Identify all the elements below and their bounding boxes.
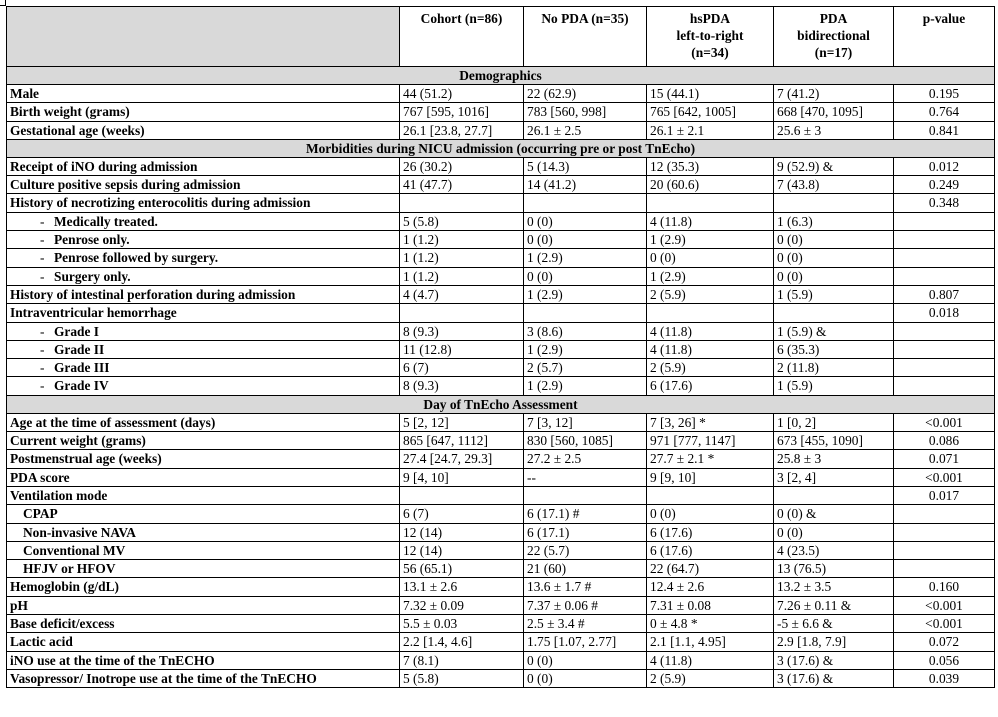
table-row bbox=[7, 541, 995, 559]
bullet-dash: - bbox=[40, 250, 45, 266]
value-cell: 4 (4.7) bbox=[400, 285, 524, 303]
header-pvalue: p-value bbox=[894, 7, 995, 67]
value-cell: 11 (12.8) bbox=[400, 340, 524, 358]
table-row bbox=[7, 578, 995, 596]
pvalue-cell: 0.195 bbox=[894, 85, 995, 103]
value-cell: 2 (5.7) bbox=[524, 359, 647, 377]
header-hspda-line1: hsPDA bbox=[689, 11, 731, 26]
value-cell: 5.5 ± 0.03 bbox=[400, 615, 524, 633]
value-cell: 22 (62.9) bbox=[524, 85, 647, 103]
value-cell: 7.32 ± 0.09 bbox=[400, 596, 524, 614]
value-cell: 783 [560, 998] bbox=[524, 103, 647, 121]
value-cell: 0 (0) bbox=[774, 523, 894, 541]
pvalue-cell: <0.001 bbox=[894, 468, 995, 486]
value-cell: 0 (0) bbox=[647, 249, 774, 267]
section-row bbox=[7, 139, 995, 157]
table-row bbox=[7, 194, 995, 212]
value-cell: 0 (0) bbox=[524, 231, 647, 249]
table-row bbox=[7, 322, 995, 340]
row-label: Birth weight (grams) bbox=[7, 103, 400, 121]
value-cell: 25.8 ± 3 bbox=[774, 450, 894, 468]
value-cell: 21 (60) bbox=[524, 560, 647, 578]
value-cell bbox=[774, 304, 894, 322]
section-title: Demographics bbox=[7, 67, 995, 85]
row-sublabel bbox=[7, 249, 400, 267]
value-cell: 765 [642, 1005] bbox=[647, 103, 774, 121]
value-cell: 3 (17.6) & bbox=[774, 651, 894, 669]
value-cell bbox=[774, 194, 894, 212]
row-sublabel bbox=[7, 212, 400, 230]
value-cell: 13.1 ± 2.6 bbox=[400, 578, 524, 596]
value-cell: 26.1 ± 2.5 bbox=[524, 121, 647, 139]
pvalue-cell bbox=[894, 541, 995, 559]
value-cell: 1 (6.3) bbox=[774, 212, 894, 230]
value-cell: 1 (1.2) bbox=[400, 267, 524, 285]
value-cell: 6 (35.3) bbox=[774, 340, 894, 358]
table-row bbox=[7, 377, 995, 395]
pvalue-cell: 0.348 bbox=[894, 194, 995, 212]
table-row bbox=[7, 505, 995, 523]
value-cell: 12 (35.3) bbox=[647, 157, 774, 175]
header-blank-cell bbox=[7, 7, 400, 67]
value-cell: 9 [4, 10] bbox=[400, 468, 524, 486]
value-cell: 13.6 ± 1.7 # bbox=[524, 578, 647, 596]
pvalue-cell: 0.072 bbox=[894, 633, 995, 651]
value-cell: 27.4 [24.7, 29.3] bbox=[400, 450, 524, 468]
value-cell: 1 (5.9) & bbox=[774, 322, 894, 340]
table-row bbox=[7, 651, 995, 669]
row-sublabel bbox=[7, 267, 400, 285]
value-cell: 12 (14) bbox=[400, 541, 524, 559]
row-sublabel: Conventional MV bbox=[7, 541, 400, 559]
row-label: Male bbox=[7, 85, 400, 103]
header-hspda-line2: left-to-right bbox=[676, 28, 744, 43]
value-cell: 0 (0) bbox=[774, 267, 894, 285]
value-cell: 6 (17.1) bbox=[524, 523, 647, 541]
row-label: PDA score bbox=[7, 468, 400, 486]
row-sublabel-text: Medically treated. bbox=[54, 213, 158, 229]
value-cell: 26 (30.2) bbox=[400, 157, 524, 175]
row-sublabel bbox=[7, 377, 400, 395]
value-cell: 2 (5.9) bbox=[647, 669, 774, 687]
value-cell: 0 (0) bbox=[524, 212, 647, 230]
value-cell: 4 (11.8) bbox=[647, 651, 774, 669]
row-label: Vasopressor/ Inotrope use at the time of the TnECHO bbox=[7, 669, 400, 687]
row-label: Postmenstrual age (weeks) bbox=[7, 450, 400, 468]
section-row bbox=[7, 395, 995, 413]
value-cell: 1 (5.9) bbox=[774, 377, 894, 395]
value-cell: 865 [647, 1112] bbox=[400, 432, 524, 450]
table-row bbox=[7, 285, 995, 303]
value-cell: 2 (11.8) bbox=[774, 359, 894, 377]
pvalue-cell bbox=[894, 249, 995, 267]
value-cell: 5 (5.8) bbox=[400, 212, 524, 230]
table-row bbox=[7, 468, 995, 486]
table-row bbox=[7, 669, 995, 687]
value-cell: 0 (0) & bbox=[774, 505, 894, 523]
bullet-dash: - bbox=[40, 341, 45, 357]
row-label: pH bbox=[7, 596, 400, 614]
table-row bbox=[7, 615, 995, 633]
value-cell: 7.26 ± 0.11 & bbox=[774, 596, 894, 614]
pvalue-cell bbox=[894, 212, 995, 230]
value-cell: 0 (0) bbox=[524, 267, 647, 285]
table-row bbox=[7, 432, 995, 450]
value-cell: 673 [455, 1090] bbox=[774, 432, 894, 450]
pvalue-cell bbox=[894, 359, 995, 377]
value-cell: 0 (0) bbox=[647, 505, 774, 523]
row-label: Intraventricular hemorrhage bbox=[7, 304, 400, 322]
value-cell: 3 (17.6) & bbox=[774, 669, 894, 687]
value-cell: 1.75 [1.07, 2.77] bbox=[524, 633, 647, 651]
value-cell: 5 [2, 12] bbox=[400, 413, 524, 431]
pvalue-cell: 0.086 bbox=[894, 432, 995, 450]
value-cell: 9 (52.9) & bbox=[774, 157, 894, 175]
pvalue-cell bbox=[894, 267, 995, 285]
value-cell: 767 [595, 1016] bbox=[400, 103, 524, 121]
table-row bbox=[7, 176, 995, 194]
pvalue-cell: 0.056 bbox=[894, 651, 995, 669]
value-cell bbox=[400, 194, 524, 212]
header-bidir-line1: PDA bbox=[819, 11, 848, 26]
pvalue-cell bbox=[894, 231, 995, 249]
row-sublabel bbox=[7, 231, 400, 249]
pvalue-cell: <0.001 bbox=[894, 596, 995, 614]
value-cell: 6 (17.6) bbox=[647, 523, 774, 541]
row-sublabel-text: Grade I bbox=[54, 323, 100, 339]
value-cell: 1 (5.9) bbox=[774, 285, 894, 303]
row-sublabel: Non-invasive NAVA bbox=[7, 523, 400, 541]
value-cell: 27.2 ± 2.5 bbox=[524, 450, 647, 468]
value-cell: 7 (8.1) bbox=[400, 651, 524, 669]
value-cell: 1 (2.9) bbox=[647, 231, 774, 249]
pvalue-cell bbox=[894, 560, 995, 578]
value-cell: 4 (11.8) bbox=[647, 340, 774, 358]
value-cell: 22 (64.7) bbox=[647, 560, 774, 578]
table-body bbox=[7, 67, 995, 688]
value-cell: 25.6 ± 3 bbox=[774, 121, 894, 139]
value-cell bbox=[647, 486, 774, 504]
header-bidirectional bbox=[774, 7, 894, 67]
row-label: Gestational age (weeks) bbox=[7, 121, 400, 139]
pvalue-cell: 0.071 bbox=[894, 450, 995, 468]
bullet-dash: - bbox=[40, 323, 45, 339]
value-cell: 0 (0) bbox=[524, 669, 647, 687]
value-cell bbox=[774, 486, 894, 504]
table-row bbox=[7, 103, 995, 121]
value-cell: 1 (2.9) bbox=[524, 377, 647, 395]
value-cell bbox=[647, 194, 774, 212]
value-cell: 2.5 ± 3.4 # bbox=[524, 615, 647, 633]
value-cell: 56 (65.1) bbox=[400, 560, 524, 578]
value-cell bbox=[400, 486, 524, 504]
row-sublabel bbox=[7, 359, 400, 377]
row-sublabel bbox=[7, 340, 400, 358]
value-cell: 6 (7) bbox=[400, 359, 524, 377]
pvalue-cell bbox=[894, 377, 995, 395]
table-container bbox=[6, 6, 994, 688]
value-cell: 7.31 ± 0.08 bbox=[647, 596, 774, 614]
pvalue-cell: 0.249 bbox=[894, 176, 995, 194]
value-cell: 1 (1.2) bbox=[400, 249, 524, 267]
pvalue-cell: <0.001 bbox=[894, 615, 995, 633]
row-label: Ventilation mode bbox=[7, 486, 400, 504]
table-row bbox=[7, 523, 995, 541]
row-sublabel-text: Penrose only. bbox=[54, 232, 130, 248]
table-row bbox=[7, 486, 995, 504]
value-cell: 2 (5.9) bbox=[647, 359, 774, 377]
row-label: Receipt of iNO during admission bbox=[7, 157, 400, 175]
value-cell: -5 ± 6.6 & bbox=[774, 615, 894, 633]
value-cell: 0 (0) bbox=[524, 651, 647, 669]
value-cell: 26.1 ± 2.1 bbox=[647, 121, 774, 139]
table-row bbox=[7, 359, 995, 377]
row-sublabel-text: Grade III bbox=[54, 360, 110, 376]
value-cell: 26.1 [23.8, 27.7] bbox=[400, 121, 524, 139]
header-hspda-line3: (n=34) bbox=[691, 45, 729, 60]
row-sublabel: CPAP bbox=[7, 505, 400, 523]
value-cell: 2.9 [1.8, 7.9] bbox=[774, 633, 894, 651]
value-cell: 8 (9.3) bbox=[400, 377, 524, 395]
value-cell: 2.2 [1.4, 4.6] bbox=[400, 633, 524, 651]
pvalue-cell bbox=[894, 322, 995, 340]
value-cell: 7 (43.8) bbox=[774, 176, 894, 194]
value-cell: 13.2 ± 3.5 bbox=[774, 578, 894, 596]
row-label: Current weight (grams) bbox=[7, 432, 400, 450]
pvalue-cell: 0.764 bbox=[894, 103, 995, 121]
pvalue-cell: 0.807 bbox=[894, 285, 995, 303]
pvalue-cell: 0.018 bbox=[894, 304, 995, 322]
header-row bbox=[7, 7, 995, 67]
value-cell: 4 (23.5) bbox=[774, 541, 894, 559]
header-no-pda: No PDA (n=35) bbox=[524, 7, 647, 67]
row-label: History of intestinal perforation during admission bbox=[7, 285, 400, 303]
value-cell: 15 (44.1) bbox=[647, 85, 774, 103]
value-cell: 0 ± 4.8 * bbox=[647, 615, 774, 633]
value-cell: 4 (11.8) bbox=[647, 212, 774, 230]
row-sublabel-text: Grade II bbox=[54, 341, 105, 357]
value-cell: 27.7 ± 2.1 * bbox=[647, 450, 774, 468]
table-row bbox=[7, 450, 995, 468]
table-row bbox=[7, 596, 995, 614]
value-cell bbox=[647, 304, 774, 322]
value-cell: -- bbox=[524, 468, 647, 486]
value-cell bbox=[524, 194, 647, 212]
row-sublabel-text: Grade IV bbox=[54, 378, 109, 394]
value-cell: 13 (76.5) bbox=[774, 560, 894, 578]
pvalue-cell: 0.841 bbox=[894, 121, 995, 139]
row-label: Age at the time of assessment (days) bbox=[7, 413, 400, 431]
table-row bbox=[7, 267, 995, 285]
section-title: Day of TnEcho Assessment bbox=[7, 395, 995, 413]
value-cell: 0 (0) bbox=[774, 231, 894, 249]
value-cell: 2 (5.9) bbox=[647, 285, 774, 303]
value-cell: 1 (2.9) bbox=[524, 249, 647, 267]
value-cell: 12 (14) bbox=[400, 523, 524, 541]
value-cell: 5 (5.8) bbox=[400, 669, 524, 687]
value-cell: 5 (14.3) bbox=[524, 157, 647, 175]
value-cell: 6 (17.1) # bbox=[524, 505, 647, 523]
value-cell: 7 [3, 12] bbox=[524, 413, 647, 431]
table-row bbox=[7, 231, 995, 249]
value-cell: 9 [9, 10] bbox=[647, 468, 774, 486]
value-cell bbox=[400, 304, 524, 322]
value-cell: 44 (51.2) bbox=[400, 85, 524, 103]
pvalue-cell: 0.160 bbox=[894, 578, 995, 596]
value-cell: 6 (17.6) bbox=[647, 377, 774, 395]
value-cell: 971 [777, 1147] bbox=[647, 432, 774, 450]
section-row bbox=[7, 67, 995, 85]
value-cell: 3 [2, 4] bbox=[774, 468, 894, 486]
row-sublabel bbox=[7, 322, 400, 340]
results-table bbox=[6, 6, 995, 688]
value-cell: 3 (8.6) bbox=[524, 322, 647, 340]
table-row bbox=[7, 633, 995, 651]
value-cell: 2.1 [1.1, 4.95] bbox=[647, 633, 774, 651]
value-cell: 0 (0) bbox=[774, 249, 894, 267]
row-sublabel-text: Surgery only. bbox=[54, 268, 131, 284]
bullet-dash: - bbox=[40, 232, 45, 248]
value-cell: 1 [0, 2] bbox=[774, 413, 894, 431]
pvalue-cell: <0.001 bbox=[894, 413, 995, 431]
pvalue-cell bbox=[894, 523, 995, 541]
row-label: Culture positive sepsis during admission bbox=[7, 176, 400, 194]
header-bidir-line2: bidirectional bbox=[797, 28, 870, 43]
value-cell: 4 (11.8) bbox=[647, 322, 774, 340]
row-sublabel-text: Penrose followed by surgery. bbox=[54, 250, 219, 266]
value-cell: 1 (2.9) bbox=[647, 267, 774, 285]
table-row bbox=[7, 304, 995, 322]
value-cell: 7 [3, 26] * bbox=[647, 413, 774, 431]
pvalue-cell bbox=[894, 505, 995, 523]
value-cell: 7.37 ± 0.06 # bbox=[524, 596, 647, 614]
bullet-dash: - bbox=[40, 378, 45, 394]
value-cell: 1 (1.2) bbox=[400, 231, 524, 249]
table-row bbox=[7, 157, 995, 175]
pvalue-cell: 0.012 bbox=[894, 157, 995, 175]
value-cell: 6 (17.6) bbox=[647, 541, 774, 559]
value-cell: 830 [560, 1085] bbox=[524, 432, 647, 450]
row-label: Lactic acid bbox=[7, 633, 400, 651]
pvalue-cell: 0.017 bbox=[894, 486, 995, 504]
table-row bbox=[7, 121, 995, 139]
table-row bbox=[7, 340, 995, 358]
row-label: Hemoglobin (g/dL) bbox=[7, 578, 400, 596]
table-row bbox=[7, 413, 995, 431]
table-row bbox=[7, 249, 995, 267]
pvalue-cell: 0.039 bbox=[894, 669, 995, 687]
value-cell bbox=[524, 486, 647, 504]
header-bidir-line3: (n=17) bbox=[814, 45, 853, 60]
bullet-dash: - bbox=[40, 213, 45, 229]
value-cell: 7 (41.2) bbox=[774, 85, 894, 103]
value-cell: 14 (41.2) bbox=[524, 176, 647, 194]
value-cell: 6 (7) bbox=[400, 505, 524, 523]
table-row bbox=[7, 85, 995, 103]
bullet-dash: - bbox=[40, 360, 45, 376]
value-cell: 668 [470, 1095] bbox=[774, 103, 894, 121]
value-cell: 22 (5.7) bbox=[524, 541, 647, 559]
value-cell: 1 (2.9) bbox=[524, 285, 647, 303]
value-cell: 20 (60.6) bbox=[647, 176, 774, 194]
row-sublabel: HFJV or HFOV bbox=[7, 560, 400, 578]
pvalue-cell bbox=[894, 340, 995, 358]
header-cohort: Cohort (n=86) bbox=[400, 7, 524, 67]
table-row bbox=[7, 212, 995, 230]
value-cell: 41 (47.7) bbox=[400, 176, 524, 194]
row-label: History of necrotizing enterocolitis during admission bbox=[7, 194, 400, 212]
bullet-dash: - bbox=[40, 268, 45, 284]
row-label: Base deficit/excess bbox=[7, 615, 400, 633]
value-cell bbox=[524, 304, 647, 322]
row-label: iNO use at the time of the TnECHO bbox=[7, 651, 400, 669]
value-cell: 12.4 ± 2.6 bbox=[647, 578, 774, 596]
table-row bbox=[7, 560, 995, 578]
header-hspda bbox=[647, 7, 774, 67]
value-cell: 8 (9.3) bbox=[400, 322, 524, 340]
section-title: Morbidities during NICU admission (occurring pre or post TnEcho) bbox=[7, 139, 995, 157]
value-cell: 1 (2.9) bbox=[524, 340, 647, 358]
